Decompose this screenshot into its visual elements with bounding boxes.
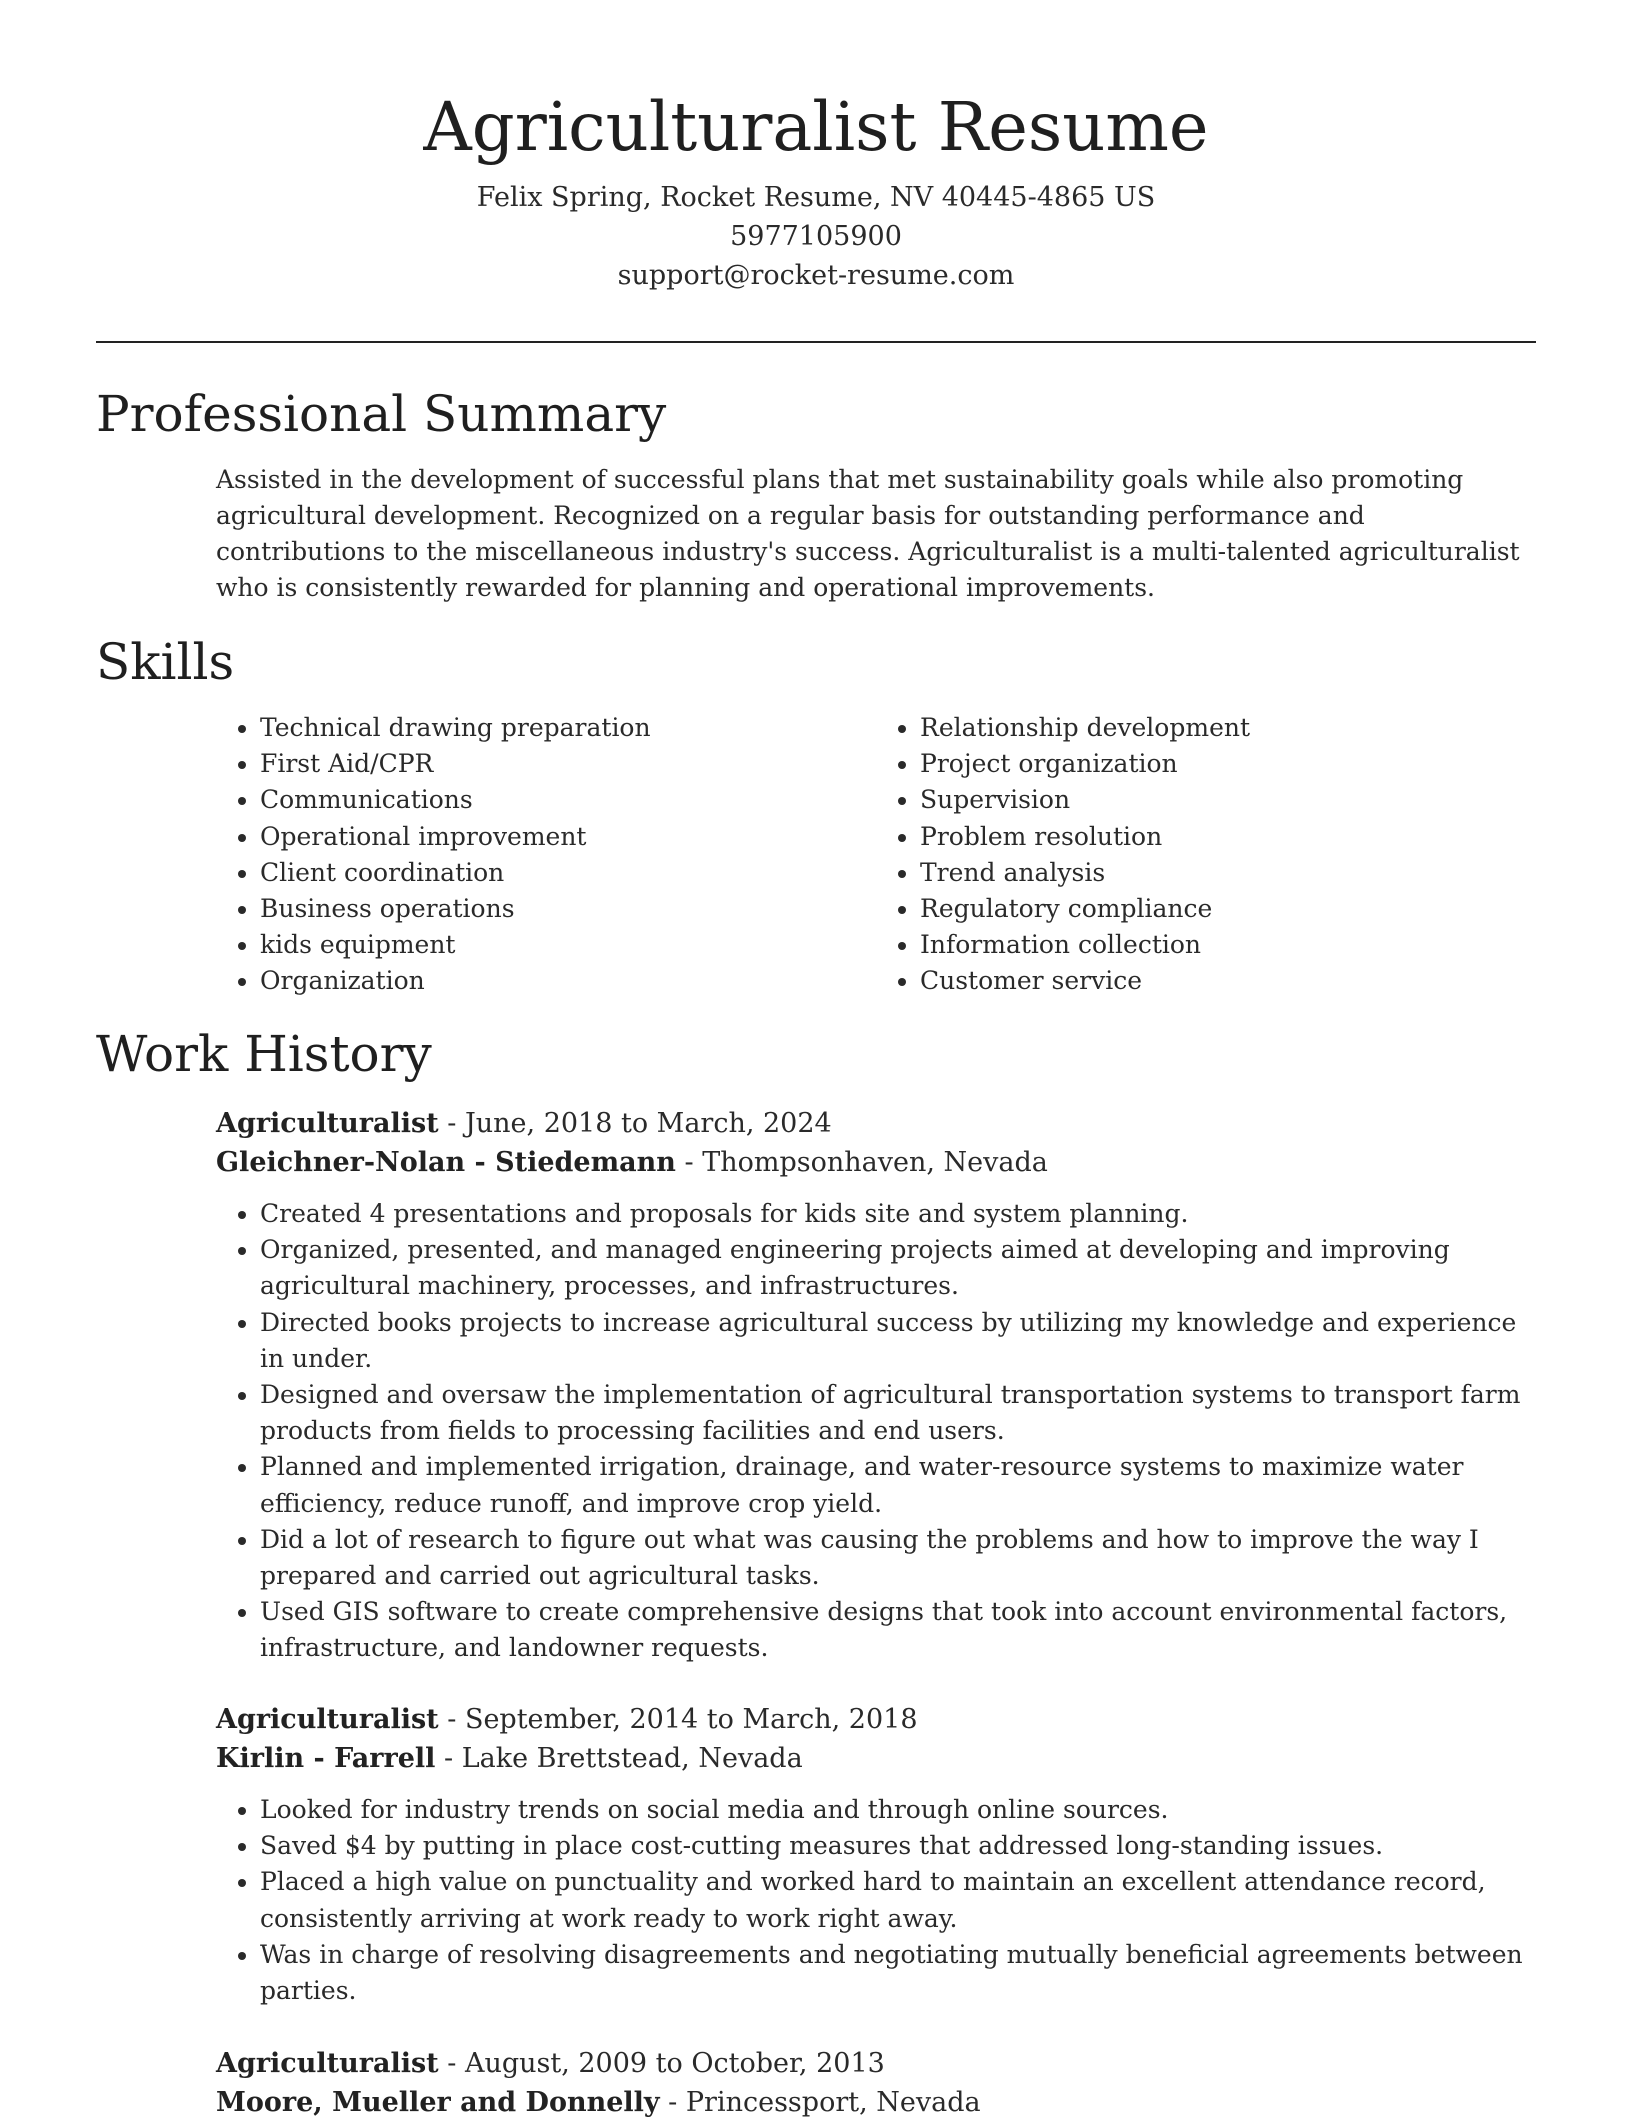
job-bullet: • Did a lot of research to figure out what was causing the problems and how to improve the way I prepared and carried out agricultural tasks. (260, 1522, 1540, 1594)
summary-heading: Professional Summary (96, 385, 667, 443)
job-bullet: • Used GIS software to create comprehensive designs that took into account environmental factors, infrastructure, and landowner requests. (260, 1594, 1540, 1666)
job-title: Agriculturalist (216, 1704, 439, 1735)
header-divider (96, 341, 1536, 343)
job-bullet: • Organized, presented, and managed engineering projects aimed at developing and improving agricultural machinery, processes, and infrastructures. (260, 1232, 1540, 1304)
job-company-line (216, 2083, 1540, 2122)
job-bullet: • Designed and oversaw the implementation of agricultural transportation systems to transport farm products from fields to processing facilities and end users. (260, 1377, 1540, 1449)
job-company: Gleichner-Nolan - Stiedemann (216, 1147, 676, 1178)
job-bullet: • Created 4 presentations and proposals for kids site and system planning. (260, 1196, 1540, 1232)
skill-item: • Project organization (920, 746, 1536, 782)
job-title: Agriculturalist (216, 2048, 439, 2079)
resume-header (0, 82, 1632, 295)
job-location: - Princessport, Nevada (659, 2087, 981, 2118)
skill-item: • Client coordination (260, 855, 876, 891)
skills-heading: Skills (96, 633, 235, 691)
job-bullet: • Saved $4 by putting in place cost-cutting measures that addressed long-standing issues. (260, 1828, 1540, 1864)
job-bullets (216, 1792, 1540, 2009)
job-dates: - August, 2009 to October, 2013 (438, 2048, 885, 2079)
job-dates: - June, 2018 to March, 2024 (438, 1108, 832, 1139)
job-title-line (216, 2044, 1540, 2083)
job-title-line (216, 1104, 1540, 1143)
skills-column-right (876, 710, 1536, 1000)
job-bullet: • Looked for industry trends on social media and through online sources. (260, 1792, 1540, 1828)
job-bullet: • Directed books projects to increase agricultural success by utilizing my knowledge and experience in under. (260, 1305, 1540, 1377)
skill-item: • Trend analysis (920, 855, 1536, 891)
skill-item: • Technical drawing preparation (260, 710, 876, 746)
contact-address: Felix Spring, Rocket Resume, NV 40445-4865 US (476, 182, 1156, 213)
job-dates: - September, 2014 to March, 2018 (438, 1704, 918, 1735)
job-company-line (216, 1143, 1540, 1182)
skill-item: • Regulatory compliance (920, 891, 1536, 927)
job-bullet: • Was in charge of resolving disagreements and negotiating mutually beneficial agreements between parties. (260, 1937, 1540, 2009)
job-company: Kirlin - Farrell (216, 1743, 436, 1774)
skill-item: • Relationship development (920, 710, 1536, 746)
skill-item: • Operational improvement (260, 819, 876, 855)
job-bullet: • Planned and implemented irrigation, drainage, and water-resource systems to maximize water efficiency, reduce runoff, and improve crop yield. (260, 1449, 1540, 1521)
skill-item: • Information collection (920, 927, 1536, 963)
skill-item: • Communications (260, 782, 876, 818)
skill-item: • kids equipment (260, 927, 876, 963)
job-title-line (216, 1700, 1540, 1739)
job-entry (216, 2044, 1540, 2122)
contact-email: support@rocket-resume.com (617, 260, 1015, 291)
skill-item: • Supervision (920, 782, 1536, 818)
job-bullets (216, 1196, 1540, 1667)
job-company: Moore, Mueller and Donnelly (216, 2087, 660, 2118)
skills-column-left (216, 710, 876, 1000)
job-title: Agriculturalist (216, 1108, 439, 1139)
summary-text: Assisted in the development of successful plans that met sustainability goals while also promoting agricultural development. Recognized on a regular basis for outstanding performance and contributions to the miscellaneous industry's success. Agriculturalist is a multi-talented agriculturalist who is consistently rewarded for planning and operational improvements. (216, 465, 1520, 602)
work-history-heading: Work History (96, 1025, 432, 1083)
skills-list (216, 710, 1536, 1000)
skill-item: • First Aid/CPR (260, 746, 876, 782)
skill-item: • Problem resolution (920, 819, 1536, 855)
skill-item: • Customer service (920, 963, 1536, 999)
job-company-line (216, 1739, 1540, 1778)
job-location: - Thompsonhaven, Nevada (675, 1147, 1048, 1178)
job-bullet: • Placed a high value on punctuality and worked hard to maintain an excellent attendance record, consistently arriving at work ready to work right away. (260, 1864, 1540, 1936)
skill-item: • Organization (260, 963, 876, 999)
job-entry (216, 1700, 1540, 2009)
job-location: - Lake Brettstead, Nevada (435, 1743, 803, 1774)
contact-phone: 5977105900 (730, 221, 902, 252)
skill-item: • Business operations (260, 891, 876, 927)
job-entry (216, 1104, 1540, 1667)
resume-title: Agriculturalist Resume (423, 88, 1209, 166)
